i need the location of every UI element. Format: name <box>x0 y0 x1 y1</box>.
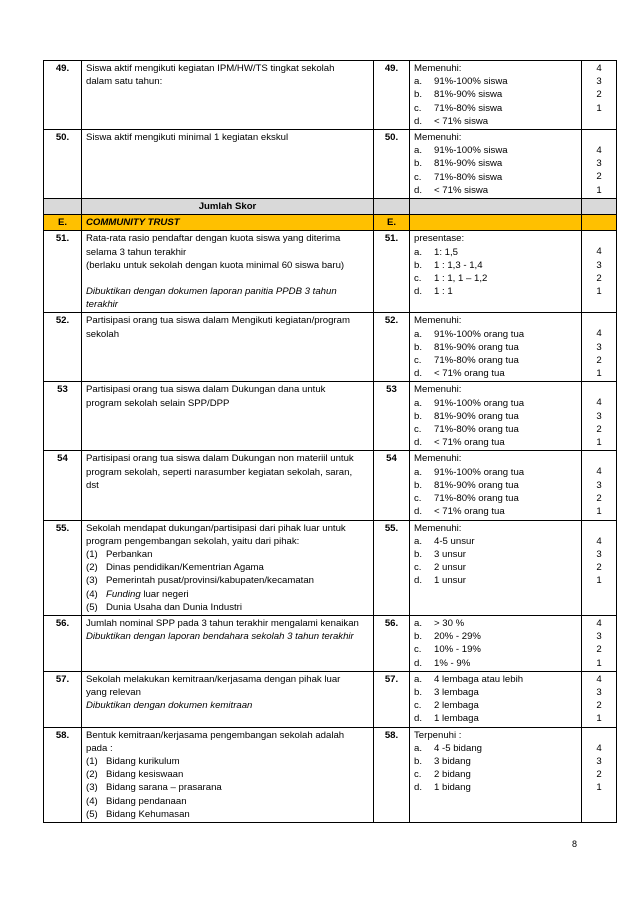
criteria-line: program sekolah selain SPP/DPP <box>86 397 230 409</box>
row-number-2: 51. <box>374 231 410 313</box>
total-score-row <box>44 199 617 215</box>
option: c. 71%-80% siswa <box>414 171 503 183</box>
option: b. 1 : 1,3 - 1,4 <box>414 259 483 271</box>
options-cell <box>410 231 582 313</box>
score: 1 <box>596 713 602 725</box>
criteria-line: (berlaku untuk sekolah dengan kuota minimal 60 siswa baru) <box>86 259 345 271</box>
criteria-line: dst <box>86 479 99 491</box>
table-row <box>44 451 617 520</box>
criteria-line: sekolah <box>86 328 120 340</box>
criteria-cell <box>82 520 374 615</box>
score: 2 <box>596 492 602 504</box>
options-heading: Memenuhi: <box>414 132 462 144</box>
criteria-line: selama 3 tahun terakhir <box>86 246 187 258</box>
evidence-note: Dibuktikan dengan dokumen kemitraan <box>86 700 253 712</box>
option: d. 1% - 9% <box>414 657 471 669</box>
list-item: (4) Funding luar negeri <box>86 588 189 600</box>
options-heading: presentase: <box>414 233 465 245</box>
row-number-2: 54 <box>374 451 410 520</box>
option: d. 1 lembaga <box>414 713 479 725</box>
list-item: (5) Dunia Usaha dan Dunia Industri <box>86 601 242 613</box>
option: b. 81%-90% orang tua <box>414 410 519 422</box>
page-number: 8 <box>571 839 577 849</box>
row-number-2: 50. <box>374 130 410 199</box>
table-row <box>44 615 617 671</box>
score: 2 <box>596 354 602 366</box>
table-row <box>44 727 617 822</box>
evidence-note: Dibuktikan dengan dokumen laporan panitia PPDB 3 tahun <box>86 286 337 298</box>
criteria-line: dalam satu tahun: <box>86 76 163 88</box>
option: c. 1 : 1, 1 – 1,2 <box>414 273 488 285</box>
list-item: (2) Bidang kesiswaan <box>86 769 184 781</box>
score: 4 <box>596 397 602 409</box>
option: a. 1: 1,5 <box>414 246 459 258</box>
row-number: 53 <box>44 382 82 451</box>
assessment-table <box>43 60 617 823</box>
criteria-line: Siswa aktif mengikuti kegiatan IPM/HW/TS tingkat sekolah <box>86 63 335 74</box>
criteria-line: Jumlah nominal SPP pada 3 tahun terakhir mengalami kenaikan <box>86 617 359 629</box>
option: c. 2 bidang <box>414 769 471 781</box>
row-number-2: 49. <box>374 61 410 130</box>
score: 4 <box>596 63 602 74</box>
evidence-note: Dibuktikan dengan laporan bendahara sekolah 3 tahun terakhir <box>86 631 354 643</box>
option: d. 1 unsur <box>414 575 466 587</box>
score-cell <box>582 671 617 727</box>
list-item: (1) Bidang kurikulum <box>86 755 180 767</box>
criteria-cell <box>82 231 374 313</box>
score: 4 <box>596 466 602 478</box>
list-item: (3) Bidang sarana – prasarana <box>86 782 222 794</box>
score: 3 <box>596 410 602 422</box>
option: c. 2 unsur <box>414 562 466 574</box>
table-row <box>44 671 617 727</box>
options-cell <box>410 727 582 822</box>
options-heading: Memenuhi: <box>414 453 462 465</box>
table-row <box>44 382 617 451</box>
row-number: 58. <box>44 727 82 822</box>
criteria-line: program sekolah, seperti narasumber kegiatan sekolah, saran, <box>86 466 353 478</box>
score: 3 <box>596 548 602 560</box>
score: 2 <box>596 272 602 284</box>
option: d. 1 : 1 <box>414 286 453 298</box>
option: c. 71%-80% orang tua <box>414 424 519 436</box>
option: d. < 71% orang tua <box>414 368 505 380</box>
option: a. 91%-100% orang tua <box>414 466 525 478</box>
criteria-cell <box>82 130 374 199</box>
score: 2 <box>596 644 602 656</box>
options-heading: Memenuhi: <box>414 384 462 396</box>
option: d. < 71% siswa <box>414 115 489 127</box>
list-item: (4) Bidang pendanaan <box>86 795 187 807</box>
option: a. 4 lembaga atau lebih <box>414 673 524 685</box>
criteria-cell <box>82 382 374 451</box>
options-heading: Memenuhi: <box>414 522 462 534</box>
criteria-line: Partisipasi orang tua siswa dalam Dukungan dana untuk <box>86 384 326 396</box>
options-cell <box>410 130 582 199</box>
score-cell <box>582 727 617 822</box>
row-number-2: 58. <box>374 727 410 822</box>
score: 3 <box>596 76 602 88</box>
table-row <box>44 130 617 199</box>
option: d. < 71% siswa <box>414 184 489 196</box>
score: 4 <box>596 617 602 629</box>
score-cell <box>582 451 617 520</box>
options-heading: Memenuhi: <box>414 63 462 74</box>
score: 3 <box>596 341 602 353</box>
criteria-line: Siswa aktif mengikuti minimal 1 kegiatan ekskul <box>86 132 289 144</box>
score: 4 <box>596 328 602 340</box>
option: c. 71%-80% siswa <box>414 102 503 114</box>
score-cell <box>582 231 617 313</box>
table-row <box>44 61 617 130</box>
score: 4 <box>596 673 602 685</box>
option: d. < 71% orang tua <box>414 506 505 518</box>
score: 4 <box>596 246 602 258</box>
score: 4 <box>596 535 602 547</box>
score: 1 <box>596 506 602 518</box>
criteria-line: Bentuk kemitraan/kerjasama pengembangan sekolah adalah <box>86 729 345 741</box>
list-item: (1) Perbankan <box>86 548 153 560</box>
criteria-line: pada : <box>86 742 113 754</box>
score: 4 <box>596 145 602 157</box>
row-number-2: 56. <box>374 615 410 671</box>
score: 2 <box>596 89 602 101</box>
row-number: 55. <box>44 520 82 615</box>
options-cell <box>410 382 582 451</box>
score: 2 <box>596 700 602 712</box>
section-header-row <box>44 215 617 231</box>
criteria-cell <box>82 671 374 727</box>
option: c. 71%-80% orang tua <box>414 355 519 367</box>
option: d. < 71% orang tua <box>414 437 505 449</box>
score: 3 <box>596 158 602 170</box>
criteria-line: Rata-rata rasio pendaftar dengan kuota siswa yang diterima <box>86 233 341 245</box>
options-cell <box>410 520 582 615</box>
criteria-cell <box>82 727 374 822</box>
option: b. 81%-90% siswa <box>414 89 503 101</box>
option: b. 81%-90% orang tua <box>414 479 519 491</box>
options-cell <box>410 671 582 727</box>
score: 2 <box>596 423 602 435</box>
row-number-2: 57. <box>374 671 410 727</box>
score-cell <box>582 313 617 382</box>
score: 1 <box>596 368 602 380</box>
score: 1 <box>596 102 602 114</box>
list-item: (2) Dinas pendidikan/Kementrian Agama <box>86 562 264 574</box>
option: a. 91%-100% siswa <box>414 76 508 88</box>
option: c. 10% - 19% <box>414 644 481 656</box>
score-cell <box>582 520 617 615</box>
score: 2 <box>596 768 602 780</box>
options-cell <box>410 451 582 520</box>
row-number: 50. <box>44 130 82 199</box>
option: a. 91%-100% orang tua <box>414 397 525 409</box>
option: b. 81%-90% orang tua <box>414 341 519 353</box>
score: 1 <box>596 184 602 196</box>
options-cell <box>410 61 582 130</box>
criteria-line: Partisipasi orang tua siswa dalam Mengikuti kegiatan/program <box>86 315 350 327</box>
option: a. 91%-100% siswa <box>414 145 508 157</box>
score: 1 <box>596 657 602 669</box>
option: b. 3 lembaga <box>414 686 479 698</box>
options-heading: Terpenuhi : <box>414 729 462 741</box>
row-number: 57. <box>44 671 82 727</box>
list-item: (3) Pemerintah pusat/provinsi/kabupaten/kecamatan <box>86 575 314 587</box>
score: 2 <box>596 171 602 183</box>
criteria-line: program pengembangan sekolah, yaitu dari pihak: <box>86 535 300 547</box>
score: 3 <box>596 686 602 698</box>
score-cell <box>582 61 617 130</box>
score: 1 <box>596 437 602 449</box>
options-heading: Memenuhi: <box>414 315 462 327</box>
total-score-label: Jumlah Skor <box>82 199 374 215</box>
criteria-cell <box>82 61 374 130</box>
row-number: 52. <box>44 313 82 382</box>
table-row <box>44 313 617 382</box>
score-cell <box>582 615 617 671</box>
criteria-line: Partisipasi orang tua siswa dalam Dukungan non materiil untuk <box>86 453 354 465</box>
row-number-2: 53 <box>374 382 410 451</box>
section-letter-2: E. <box>374 215 410 231</box>
option: b. 81%-90% siswa <box>414 158 503 170</box>
option: b. 20% - 29% <box>414 631 481 643</box>
criteria-cell <box>82 313 374 382</box>
list-item: (5) Bidang Kehumasan <box>86 808 190 820</box>
row-number-2: 52. <box>374 313 410 382</box>
option: d. 1 bidang <box>414 782 471 794</box>
score: 3 <box>596 259 602 271</box>
criteria-line: Sekolah melakukan kemitraan/kerjasama dengan pihak luar <box>86 673 341 685</box>
criteria-cell <box>82 615 374 671</box>
score: 2 <box>596 561 602 573</box>
row-number: 56. <box>44 615 82 671</box>
option: a. 4 -5 bidang <box>414 742 483 754</box>
option: a. 91%-100% orang tua <box>414 328 525 340</box>
criteria-line: yang relevan <box>86 686 141 698</box>
section-title: COMMUNITY TRUST <box>82 215 374 231</box>
section-letter: E. <box>44 215 82 231</box>
option: b. 3 unsur <box>414 548 466 560</box>
table-row <box>44 520 617 615</box>
options-cell <box>410 313 582 382</box>
score-cell <box>582 130 617 199</box>
row-number: 49. <box>44 61 82 130</box>
criteria-cell <box>82 451 374 520</box>
option: c. 71%-80% orang tua <box>414 493 519 505</box>
option: a. > 30 % <box>414 617 465 629</box>
row-number: 51. <box>44 231 82 313</box>
table-row <box>44 231 617 313</box>
options-cell <box>410 615 582 671</box>
score: 1 <box>596 575 602 587</box>
option: c. 2 lembaga <box>414 700 479 712</box>
score: 3 <box>596 755 602 767</box>
evidence-note: terakhir <box>86 299 118 311</box>
score-cell <box>582 382 617 451</box>
row-number: 54 <box>44 451 82 520</box>
score: 1 <box>596 782 602 794</box>
row-number-2: 55. <box>374 520 410 615</box>
criteria-line: Sekolah mendapat dukungan/partisipasi dari pihak luar untuk <box>86 522 346 534</box>
option: b. 3 bidang <box>414 755 471 767</box>
score: 1 <box>596 286 602 298</box>
score: 4 <box>596 742 602 754</box>
option: a. 4-5 unsur <box>414 535 475 547</box>
score: 3 <box>596 479 602 491</box>
score: 3 <box>596 631 602 643</box>
